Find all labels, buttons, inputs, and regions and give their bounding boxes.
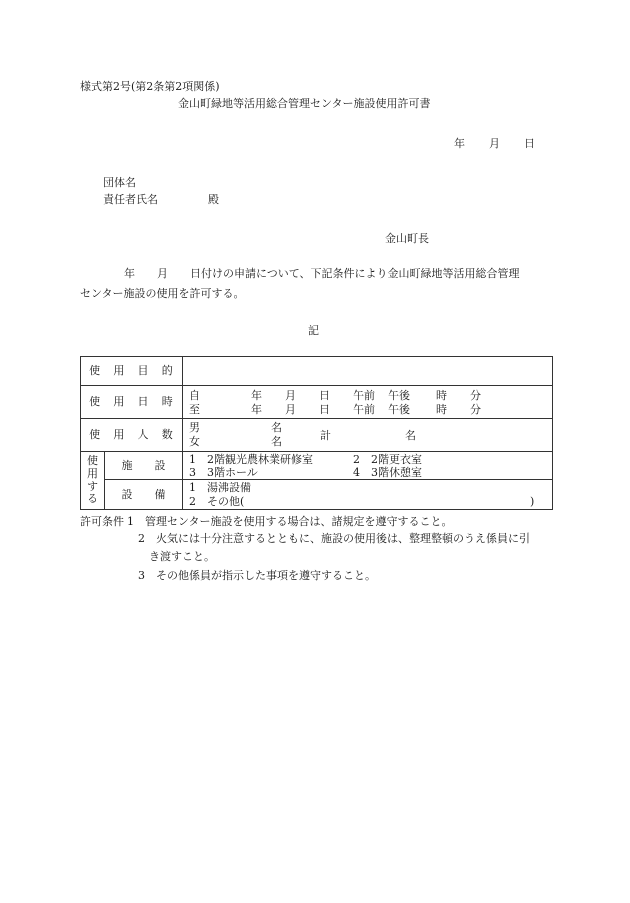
people-value — [183, 419, 553, 452]
female-label: 女 — [189, 435, 201, 448]
body-line-1: 年 月 日付けの申請について、下記条件により金山町緑地等活用総合管理 — [124, 267, 520, 280]
to-year: 年 — [251, 403, 263, 416]
permit-table — [80, 356, 553, 510]
date-year-label: 年 — [454, 137, 465, 150]
from-prefix: 自 — [189, 389, 201, 402]
honorific: 殿 — [208, 193, 219, 206]
male-label: 男 — [189, 421, 201, 434]
equipment-item-1: 1 湯沸設備 — [189, 481, 252, 494]
facility-item-2: 2 2階更衣室 — [353, 453, 423, 466]
facility-value — [183, 452, 553, 480]
people-row — [81, 419, 553, 452]
datetime-value — [183, 386, 553, 419]
condition-3: 3 その他係員が指示した事項を遵守すること。 — [138, 569, 376, 582]
facility-label: 施 設 — [105, 452, 183, 480]
condition-2: 2 火気には十分注意するとともに、施設の使用後は、整理整頓のうえ係員に引 — [138, 532, 530, 545]
from-hour: 時 — [436, 389, 448, 402]
from-pm: 午後 — [388, 389, 411, 402]
use-group-label — [81, 452, 105, 510]
to-day: 日 — [319, 403, 331, 416]
condition-1: 1 管理センター施設を使用する場合は、諸規定を遵守すること。 — [127, 515, 453, 528]
purpose-row — [81, 357, 553, 386]
equipment-value — [183, 480, 553, 510]
people-label: 使 用 人 数 — [81, 419, 183, 452]
facility-row — [81, 452, 553, 480]
form-number: 様式第2号(第2条第2項関係) — [80, 80, 220, 93]
from-year: 年 — [251, 389, 263, 402]
equipment-row — [81, 480, 553, 510]
date-day-label: 日 — [524, 137, 535, 150]
use-char-3: す — [87, 479, 98, 493]
conditions-label: 許可条件 — [80, 515, 124, 528]
organization-label: 団体名 — [103, 176, 136, 189]
representative-label: 責任者氏名 — [103, 193, 158, 206]
use-char-4: る — [87, 492, 98, 506]
date-month-label: 月 — [489, 137, 500, 150]
from-minute: 分 — [470, 389, 482, 402]
from-day: 日 — [319, 389, 331, 402]
issuer: 金山町長 — [385, 232, 429, 245]
from-month: 月 — [285, 389, 297, 402]
use-char-1: 使 — [87, 454, 98, 468]
to-pm: 午後 — [388, 403, 411, 416]
to-hour: 時 — [436, 403, 448, 416]
purpose-value — [183, 357, 553, 386]
facility-item-4: 4 3階休憩室 — [353, 466, 423, 479]
to-am: 午前 — [353, 403, 376, 416]
page-title: 金山町緑地等活用総合管理センター施設使用許可書 — [178, 97, 431, 110]
body-line-2: センター施設の使用を許可する。 — [80, 287, 245, 300]
use-char-2: 用 — [87, 466, 98, 480]
to-month: 月 — [285, 403, 297, 416]
from-am: 午前 — [353, 389, 376, 402]
condition-2-continued: き渡すこと。 — [149, 550, 215, 563]
datetime-label: 使 用 日 時 — [81, 386, 183, 419]
datetime-row — [81, 386, 553, 419]
to-minute: 分 — [470, 403, 482, 416]
total-unit: 名 — [405, 429, 417, 442]
facility-item-3: 3 3階ホール — [189, 466, 258, 479]
ki-heading: 記 — [308, 324, 319, 337]
to-prefix: 至 — [189, 403, 201, 416]
total-label: 計 — [320, 429, 332, 442]
facility-item-1: 1 2階観光農林業研修室 — [189, 453, 314, 466]
male-unit: 名 — [271, 421, 283, 434]
equipment-close-paren: ) — [530, 495, 535, 508]
equipment-label: 設 備 — [105, 480, 183, 510]
female-unit: 名 — [271, 435, 283, 448]
purpose-label: 使 用 目 的 — [81, 357, 183, 386]
equipment-item-2: 2 その他( — [189, 495, 245, 508]
